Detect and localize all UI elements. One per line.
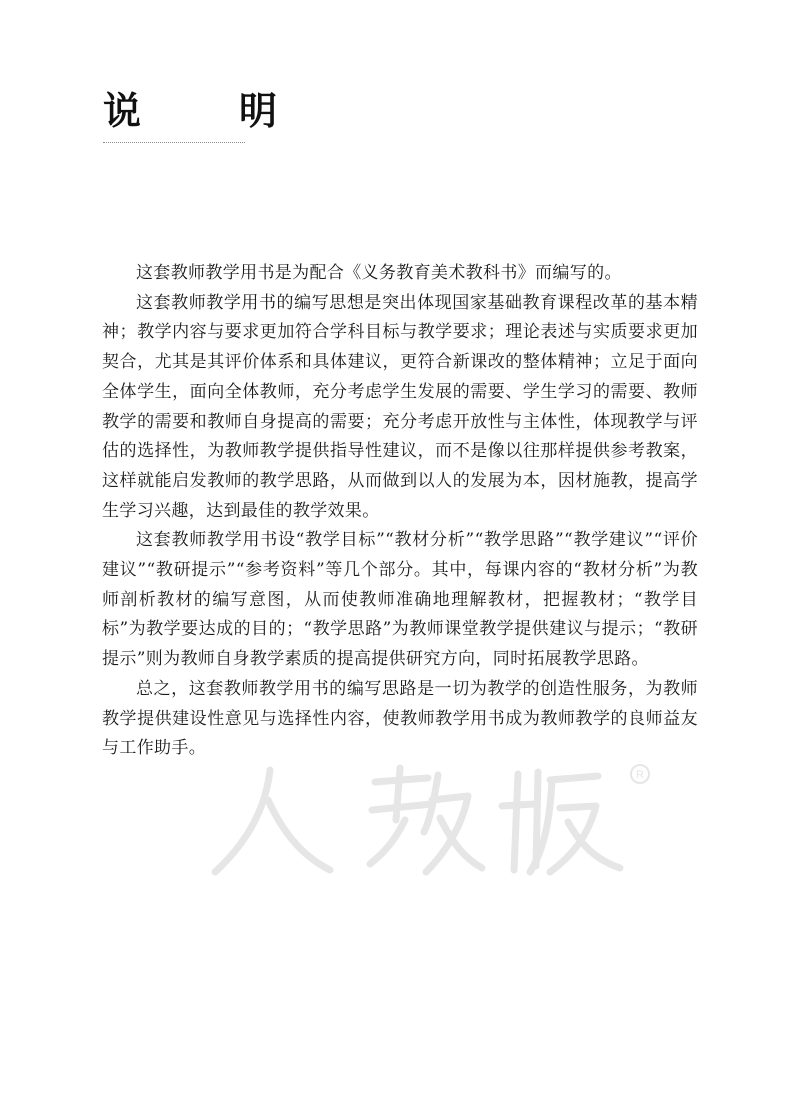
paragraph: 这套教师教学用书设“教学目标”“教材分析”“教学思路”“教学建议”“评价建议”“教研提示”“参考资料”等几个部分。其中，每课内容的“教材分析”为教师剖析教材的编写意图，从而使教师准确地理解教材，把握教材；“教学目标”为教学要达成的目的；“教学思路”为教师课堂教学提供建议与提示；“教研提示”则为教师自身教学素质的提高提供研究方向，同时拓展教学思路。 — [102, 530, 698, 670]
paragraph: 这套教师教学用书的编写思想是突出体现国家基础教育课程改革的基本精神；教学内容与要求更加符合学科目标与教学要求；理论表述与实质要求更加契合，尤其是其评价体系和具体建议，更符合新课改的整体精神；立足于面向全体学生，面向全体教师，充分考虑学生发展的需要、学生学习的需要、教师教学的需要和教师自身提高的需要；充分考虑开放性与主体性，体现教学与评估的选择性，为教师教学提供指导性建议，而不是像以往那样提供参考教案，这样就能启发教师的教学思路，从而做到以人的发展为本，因材施教，提高学生学习兴趣，达到最佳的教学效果。 — [102, 292, 698, 521]
publisher-watermark — [200, 760, 660, 880]
registered-mark-icon — [631, 765, 649, 783]
paragraph: 这套教师教学用书是为配合《义务教育美术教科书》而编写的。 — [136, 263, 622, 283]
registered-mark-letter: R — [636, 769, 644, 781]
title-dotted-rule — [103, 142, 245, 143]
body-text — [102, 259, 698, 764]
paragraph: 总之，这套教师教学用书的编写思路是一切为教学的创造性服务，为教师教学提供建设性意见与选择性内容，使教师教学用书成为教师教学的良师益友与工作助手。 — [102, 678, 698, 759]
page-title: 说 明 — [103, 89, 308, 133]
